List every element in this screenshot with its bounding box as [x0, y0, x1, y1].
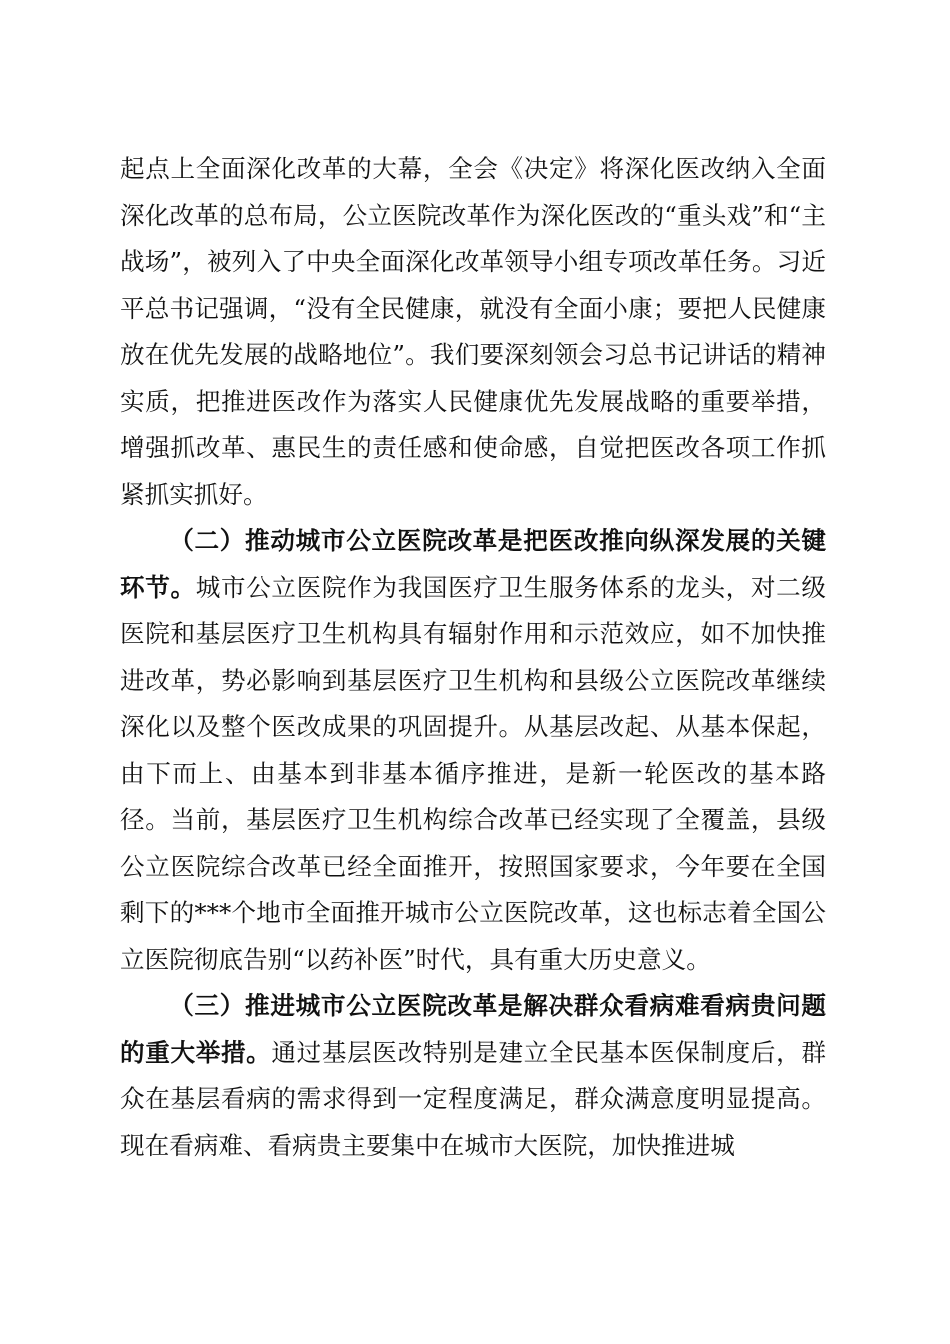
paragraph-2 [120, 518, 826, 983]
paragraph-2-heading: （二）推动城市公立医院改革是把医改推向纵深发展的关键环节。 [120, 526, 826, 602]
paragraph-3-heading: （三）推进城市公立医院改革是解决群众看病难看病贵问题的重大举措。 [120, 991, 826, 1067]
paragraph-3-text: 通过基层医改特别是建立全民基本医保制度后，群众在基层看病的需求得到一定程度满足，群众满意度明显提高。现在看病难、看病贵主要集中在城市大医院，加快推进城 [120, 1037, 826, 1160]
paragraph-2-text: 城市公立医院作为我国医疗卫生服务体系的龙头，对二级医院和基层医疗卫生机构具有辐射作用和示范效应，如不加快推进改革，势必影响到基层医疗卫生机构和县级公立医院改革继续深化以及整个医改成果的巩固提升。从基层改起、从基本保起，由下而上、由基本到非基本循序推进，是新一轮医改的基本路径。当前，基层医疗卫生机构综合改革已经实现了全覆盖，县级公立医院综合改革已经全面推开，按照国家要求，今年要在全国剩下的***个地市全面推开城市公立医院改革，这也标志着全国公立医院彻底告别“以药补医”时代，具有重大历史意义。 [120, 572, 826, 974]
paragraph-1-text: 起点上全面深化改革的大幕，全会《决定》将深化医改纳入全面深化改革的总布局，公立医院改革作为深化医改的“重头戏”和“主战场”，被列入了中央全面深化改革领导小组专项改革任务。习近平总书记强调，“没有全民健康，就没有全面小康；要把人民健康放在优先发展的战略地位”。我们要深刻领会习总书记讲话的精神实质，把推进医改作为落实人民健康优先发展战略的重要举措，增强抓改革、惠民生的责任感和使命感，自觉把医改各项工作抓紧抓实抓好。 [120, 154, 826, 509]
paragraph-3 [120, 983, 826, 1169]
paragraph-1 [120, 146, 826, 518]
document-body [120, 146, 826, 1169]
